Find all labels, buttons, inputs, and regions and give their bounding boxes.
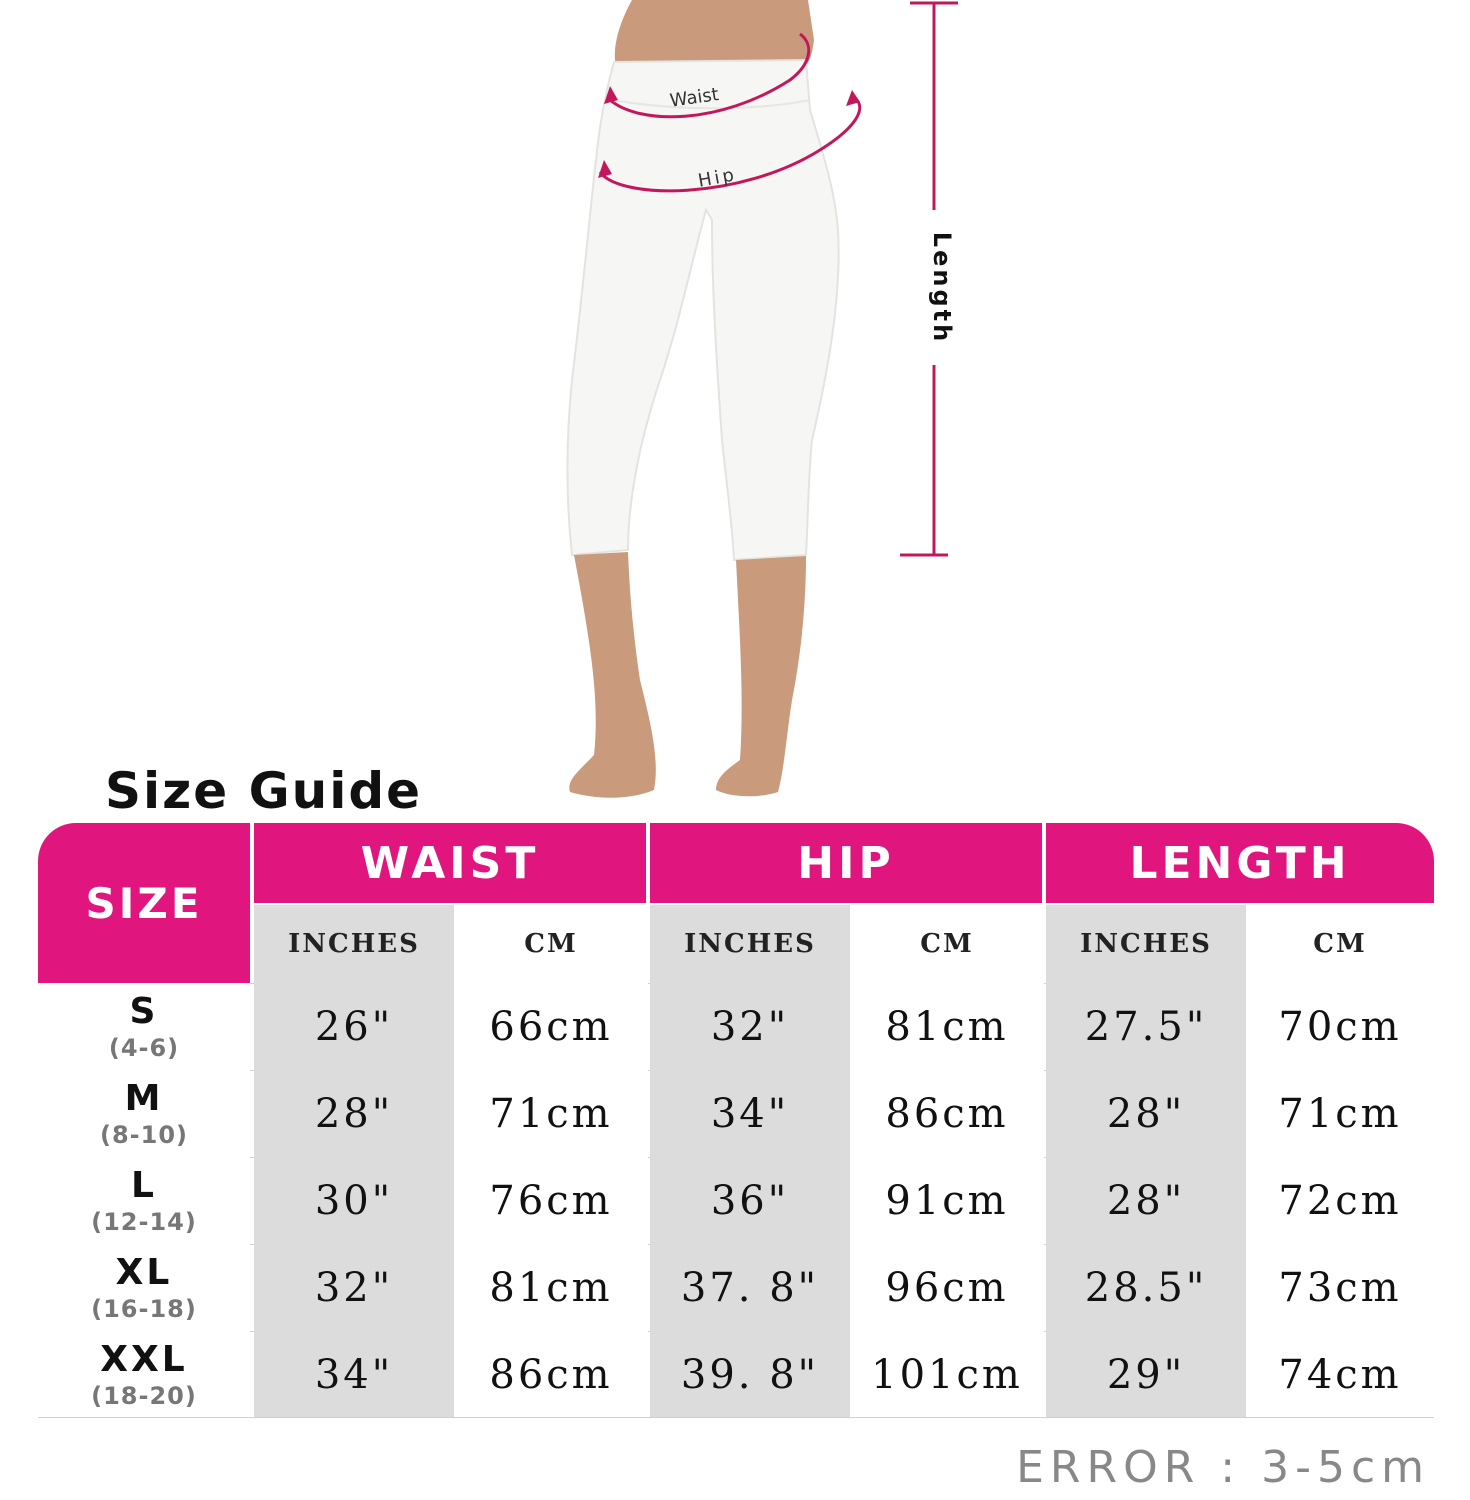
group-header-waist: WAIST <box>254 823 646 903</box>
value-cell-hip-cm: 86cm <box>850 1070 1044 1157</box>
size-cell <box>38 1070 250 1157</box>
value-cell-waist-cm: 86cm <box>454 1331 648 1418</box>
value-cell-length-inches: 28.5" <box>1046 1244 1246 1331</box>
size-range: (4-6) <box>108 1033 180 1062</box>
value-cell-hip-inches: 34" <box>650 1070 850 1157</box>
model-torso <box>615 0 814 66</box>
value-cell-waist-inches: 30" <box>254 1157 454 1244</box>
group-header-hip: HIP <box>650 823 1042 903</box>
table-bottom-border <box>38 1417 1434 1418</box>
unit-header-length-inches: INCHES <box>1046 905 1246 983</box>
size-cell <box>38 1157 250 1244</box>
unit-header-hip-cm: CM <box>850 905 1044 983</box>
value-cell-length-cm: 70cm <box>1246 983 1434 1070</box>
value-cell-waist-inches: 28" <box>254 1070 454 1157</box>
waist-label: Waist <box>668 84 721 112</box>
size-range: (16-18) <box>91 1294 197 1323</box>
unit-header-hip-inches: INCHES <box>650 905 850 983</box>
hip-label: Hip <box>696 164 739 192</box>
length-label: Length <box>928 231 956 345</box>
value-cell-hip-inches: 37. 8" <box>650 1244 850 1331</box>
value-cell-length-cm: 73cm <box>1246 1244 1434 1331</box>
leggings-shape <box>568 60 839 560</box>
value-cell-hip-inches: 39. 8" <box>650 1331 850 1418</box>
error-note: ERROR : 3-5cm <box>1016 1442 1430 1493</box>
value-cell-length-cm: 72cm <box>1246 1157 1434 1244</box>
group-header-length: LENGTH <box>1046 823 1434 903</box>
value-cell-length-inches: 28" <box>1046 1157 1246 1244</box>
value-cell-hip-cm: 101cm <box>850 1331 1044 1418</box>
value-cell-waist-cm: 81cm <box>454 1244 648 1331</box>
model-left-leg <box>569 552 656 798</box>
size-header: SIZE <box>38 823 250 983</box>
length-ruler <box>900 3 958 555</box>
value-cell-waist-cm: 76cm <box>454 1157 648 1244</box>
value-cell-hip-cm: 96cm <box>850 1244 1044 1331</box>
value-cell-hip-cm: 81cm <box>850 983 1044 1070</box>
value-cell-waist-inches: 26" <box>254 983 454 1070</box>
value-cell-length-inches: 27.5" <box>1046 983 1246 1070</box>
page-title: Size Guide <box>105 762 423 820</box>
value-cell-waist-inches: 34" <box>254 1331 454 1418</box>
size-code: S <box>129 990 159 1032</box>
unit-header-waist-cm: CM <box>454 905 648 983</box>
unit-header-waist-inches: INCHES <box>254 905 454 983</box>
size-cell <box>38 983 250 1070</box>
value-cell-hip-inches: 36" <box>650 1157 850 1244</box>
size-code: M <box>124 1077 164 1119</box>
size-range: (12-14) <box>91 1207 197 1236</box>
size-cell <box>38 1331 250 1418</box>
size-cell <box>38 1244 250 1331</box>
size-range: (8-10) <box>100 1120 188 1149</box>
size-code: L <box>131 1164 157 1206</box>
size-chart-table <box>38 823 1434 1420</box>
value-cell-length-cm: 71cm <box>1246 1070 1434 1157</box>
size-code: XXL <box>100 1338 188 1380</box>
model-right-leg <box>716 556 806 796</box>
size-code: XL <box>115 1251 173 1293</box>
size-range: (18-20) <box>91 1381 197 1410</box>
value-cell-hip-inches: 32" <box>650 983 850 1070</box>
value-cell-waist-cm: 66cm <box>454 983 648 1070</box>
value-cell-hip-cm: 91cm <box>850 1157 1044 1244</box>
unit-header-length-cm: CM <box>1246 905 1434 983</box>
value-cell-length-cm: 74cm <box>1246 1331 1434 1418</box>
value-cell-waist-inches: 32" <box>254 1244 454 1331</box>
value-cell-length-inches: 28" <box>1046 1070 1246 1157</box>
value-cell-waist-cm: 71cm <box>454 1070 648 1157</box>
value-cell-length-inches: 29" <box>1046 1331 1246 1418</box>
